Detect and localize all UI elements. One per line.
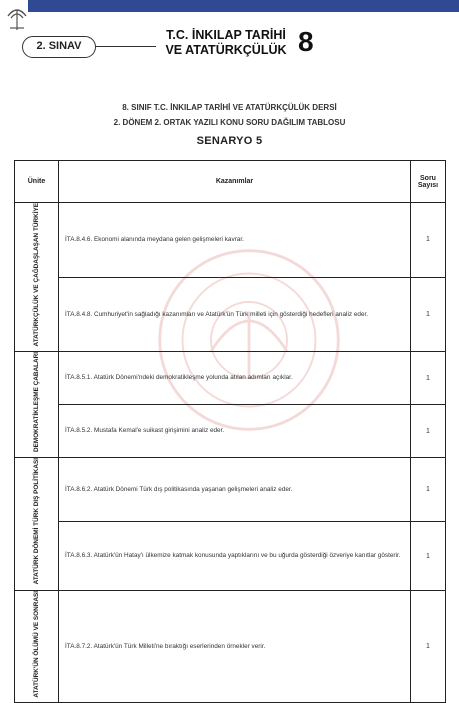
unit-cell bbox=[15, 352, 59, 458]
unit-name: ATATÜRK'ÜN ÖLÜMÜ VE SONRASI bbox=[32, 590, 40, 698]
question-distribution-table bbox=[14, 160, 446, 703]
count-cell: 1 bbox=[411, 352, 446, 405]
document-title-line2: 2. DÖNEM 2. ORTAK YAZILI KONU SORU DAĞILIM TABLOSU bbox=[113, 118, 346, 127]
count-cell: 1 bbox=[411, 522, 446, 591]
table-row bbox=[15, 277, 446, 352]
unit-name: ATATÜRKÇÜLÜK VE ÇAĞDAŞLAŞAN TÜRKİYE bbox=[32, 203, 40, 347]
unit-name: ATATÜRK DÖNEMİ TÜRK DIŞ POLİTİKASI bbox=[32, 458, 40, 585]
count-cell: 1 bbox=[411, 590, 446, 703]
header-outcomes: Kazanımlar bbox=[59, 161, 411, 203]
outcome-cell: İTA.8.5.2. Mustafa Kemal'e suikast girişimini analiz eder. bbox=[59, 405, 411, 458]
table-row bbox=[15, 590, 446, 703]
count-cell: 1 bbox=[411, 277, 446, 352]
table-header-row bbox=[15, 161, 446, 203]
course-title: T.C. İNKILAP TARİHİ VE ATATÜRKÇÜLÜK bbox=[165, 28, 287, 57]
table-row bbox=[15, 203, 446, 278]
outcome-cell: İTA.8.6.3. Atatürk'ün Hatay'ı ülkemize katmak konusunda yaptıklarını ve bu uğurda gösterdiği özveriye kanıtlar gösterir. bbox=[59, 522, 411, 591]
count-cell: 1 bbox=[411, 458, 446, 522]
table-row bbox=[15, 352, 446, 405]
count-cell: 1 bbox=[411, 203, 446, 278]
outcome-cell: İTA.8.5.1. Atatürk Dönemi'ndeki demokratikleşme yolunda atılan adımları açıklar. bbox=[59, 352, 411, 405]
grade-number: 8 bbox=[298, 26, 314, 57]
scenario-title: SENARYO 5 bbox=[196, 135, 263, 147]
header-question-count: Soru Sayısı bbox=[411, 161, 446, 203]
document-title-line1: 8. SINIF T.C. İNKILAP TARİHİ VE ATATÜRKÇÜLÜK DERSİ bbox=[122, 103, 337, 112]
unit-cell bbox=[15, 590, 59, 703]
top-accent-bar bbox=[0, 0, 459, 12]
header-unit: Ünite bbox=[15, 161, 59, 203]
outcome-cell: İTA.8.7.2. Atatürk'ün Türk Milleti'ne bıraktığı eserlerinden örnekler verir. bbox=[59, 590, 411, 703]
outcome-cell: İTA.8.4.8. Cumhuriyet'in sağladığı kazanımları ve Atatürk'ün Türk milleti için gösterdiği hedefleri analiz eder. bbox=[59, 277, 411, 352]
unit-cell bbox=[15, 203, 59, 352]
exam-label: 2. SINAV bbox=[22, 36, 96, 58]
table-row bbox=[15, 458, 446, 522]
unit-name: DEMOKRATİKLEŞME ÇABALARI bbox=[32, 352, 40, 453]
count-cell: 1 bbox=[411, 405, 446, 458]
unit-cell bbox=[15, 458, 59, 590]
meb-logo-icon bbox=[2, 2, 32, 36]
outcome-cell: İTA.8.4.6. Ekonomi alanında meydana gelen gelişmeleri kavrar. bbox=[59, 203, 411, 278]
table-row bbox=[15, 405, 446, 458]
table-row bbox=[15, 522, 446, 591]
outcome-cell: İTA.8.6.2. Atatürk Dönemi Türk dış politikasında yaşanan gelişmeleri analiz eder. bbox=[59, 458, 411, 522]
